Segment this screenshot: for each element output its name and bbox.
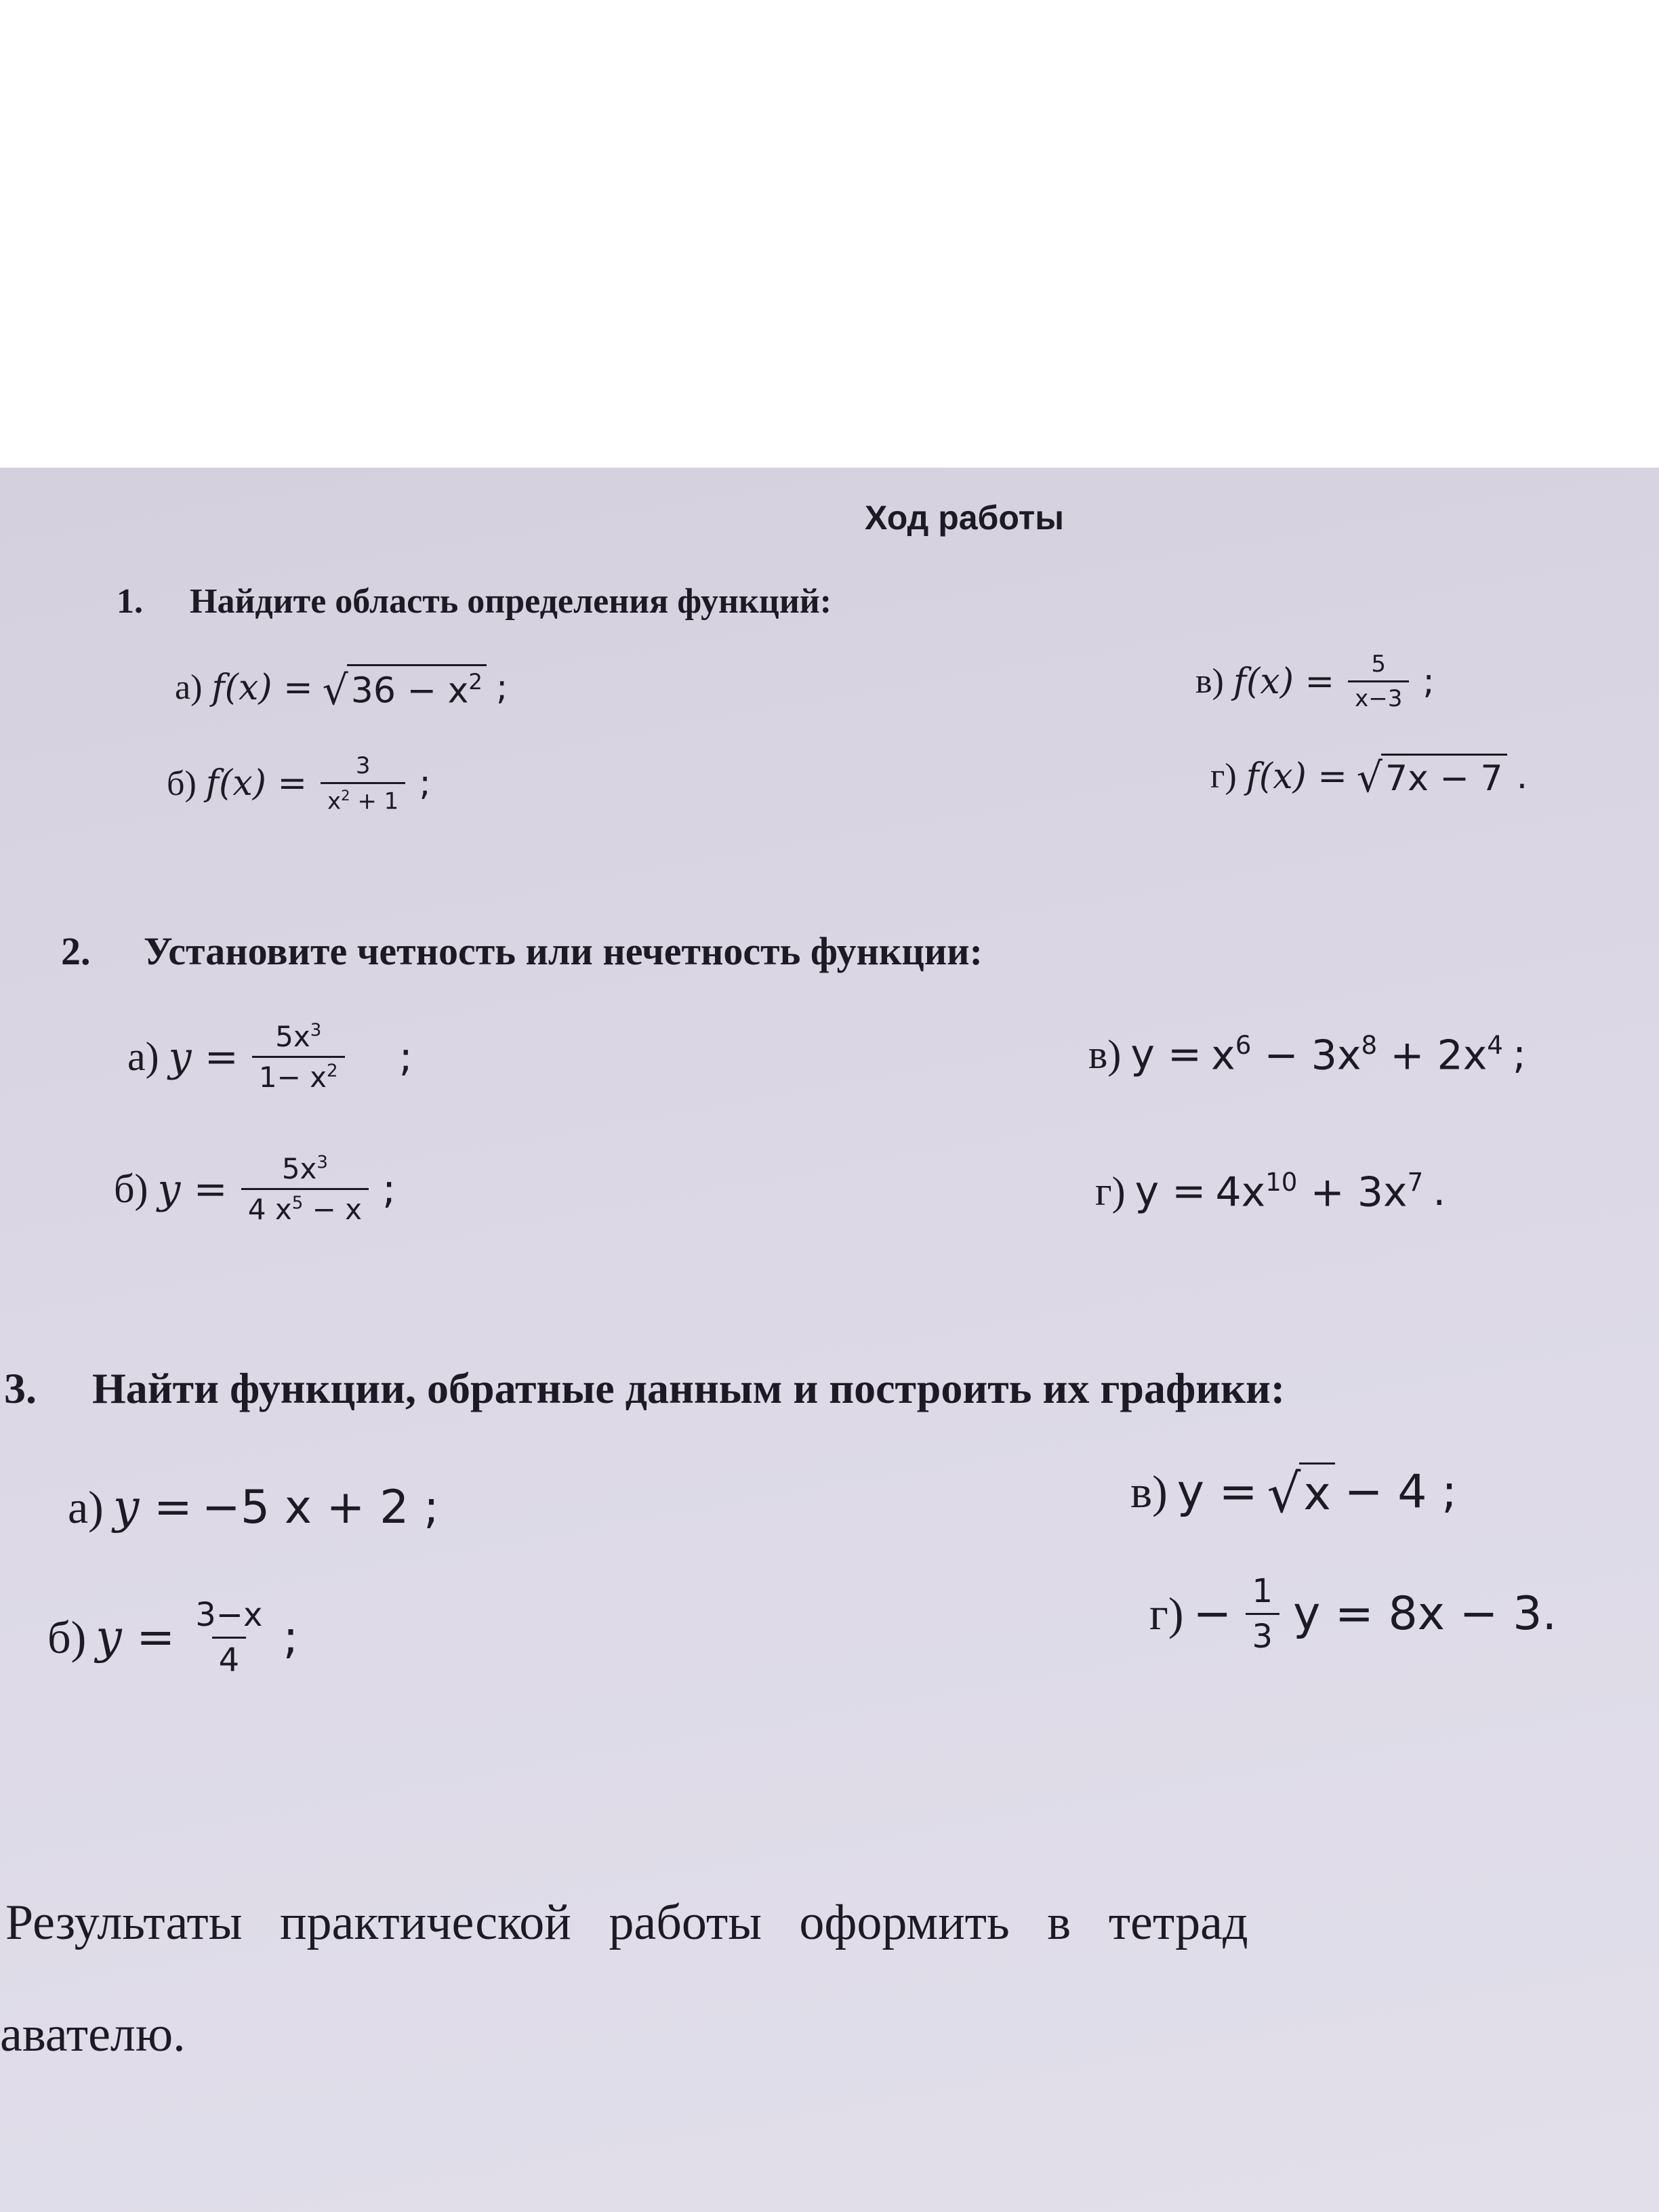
footer-line-2: авателю. — [0, 2007, 186, 2062]
task2-a-fraction — [252, 1020, 345, 1094]
task2-g-rhs — [1215, 1167, 1423, 1216]
task1-v-tail: ; — [1422, 661, 1435, 702]
task2-g-exp2: 7 — [1407, 1167, 1424, 1197]
task3-b-equation — [47, 1596, 298, 1679]
task2-b-den-tail: − x — [312, 1193, 363, 1226]
task3-a-label: а) — [68, 1481, 104, 1533]
task1-v-denominator: x−3 — [1348, 680, 1409, 712]
task1-v-numerator: 5 — [1371, 651, 1387, 678]
sqrt-icon: √ — [1267, 1462, 1301, 1525]
task2-v-exp2: 8 — [1361, 1030, 1378, 1060]
sqrt-icon: √ — [1356, 754, 1383, 802]
task1-g-lhs: f(x) = — [1246, 756, 1347, 797]
task2-v-exp1: 6 — [1235, 1030, 1252, 1060]
task1-b-tail: ; — [419, 763, 431, 804]
task2-v-label: в) — [1088, 1031, 1122, 1077]
task3-a-lhs: y = — [112, 1481, 192, 1534]
task2-b-equation — [114, 1152, 396, 1226]
task2-v-term3: + 2x — [1377, 1031, 1488, 1080]
task2-a-equation — [127, 1020, 413, 1094]
task1-b-lhs: f(x) = — [205, 763, 308, 804]
task2-b-num-exp: 3 — [316, 1152, 328, 1173]
task3-b-lhs: y = — [96, 1611, 176, 1664]
task2-v-rhs — [1211, 1030, 1503, 1079]
task2-b-lhs: y = — [157, 1165, 228, 1213]
task3-v-radicand: x — [1299, 1462, 1334, 1521]
task1-g-equation — [1210, 754, 1528, 802]
task2-number: 2. — [61, 929, 91, 973]
task1-g-tail: . — [1516, 756, 1528, 797]
task1-text: Найдите область определения функций: — [190, 582, 832, 621]
task3-v-lhs: y = — [1176, 1465, 1258, 1519]
task2-b-denominator: 4 x — [247, 1193, 292, 1226]
task2-g-lhs: y = — [1134, 1168, 1206, 1216]
task3-g-minus: − — [1193, 1587, 1232, 1641]
task1-b-numerator: 3 — [355, 752, 371, 779]
task3-g-fraction — [1246, 1572, 1280, 1656]
task3-g-label: г) — [1149, 1588, 1184, 1639]
task2-a-num-exp: 3 — [310, 1020, 322, 1041]
task1-g-sqrt — [1356, 754, 1507, 802]
task2-text: Установите четность или нечетность функции: — [144, 929, 983, 973]
task3-v-label: в) — [1130, 1465, 1168, 1517]
task3-a-rhs: −5 x + 2 ; — [201, 1481, 439, 1534]
task3-v-rhs-tail: − 4 ; — [1344, 1465, 1458, 1519]
task1-b-den-tail: + 1 — [357, 787, 399, 815]
task1-b-denominator: x — [327, 787, 342, 815]
task1-number: 1. — [117, 582, 143, 621]
task1-a-exp: 2 — [468, 669, 483, 695]
task2-a-label: а) — [127, 1034, 159, 1079]
task2-v-equation — [1088, 1030, 1526, 1079]
task2-a-denominator: 1− x — [258, 1061, 327, 1094]
task3-b-fraction — [188, 1596, 269, 1679]
page-title: Ход работы — [865, 499, 1064, 537]
task2-b-tail: ; — [382, 1165, 396, 1213]
task3-a-equation — [68, 1481, 439, 1534]
task2-g-label: г) — [1095, 1168, 1126, 1214]
task3-number: 3. — [4, 1364, 37, 1412]
task3-b-denominator: 4 — [212, 1637, 247, 1679]
task2-a-lhs: y = — [168, 1033, 239, 1081]
task2-b-label: б) — [114, 1166, 148, 1211]
task2-v-term2: − 3x — [1251, 1031, 1361, 1080]
task1-b-fraction — [321, 752, 405, 815]
task1-a-lhs: f(x) = — [211, 667, 313, 708]
task2-b-fraction — [241, 1152, 369, 1226]
task3-text: Найти функции, обратные данным и построить их графики: — [92, 1364, 1286, 1412]
task2-a-numerator: 5x — [275, 1020, 310, 1053]
task1-v-label: в) — [1195, 662, 1224, 701]
task1-a-label: а) — [175, 668, 203, 708]
task1-g-label: г) — [1210, 757, 1237, 796]
task2-g-tail: . — [1433, 1168, 1446, 1216]
task2-v-lhs: y = — [1130, 1031, 1202, 1079]
task3-g-rhs: y = 8x − 3. — [1293, 1587, 1557, 1641]
task1-v-lhs: f(x) = — [1233, 661, 1335, 702]
task1-v-equation — [1195, 651, 1435, 712]
task1-b-den-exp: 2 — [341, 787, 350, 804]
task2-v-exp3: 4 — [1487, 1030, 1503, 1060]
task3-v-equation — [1130, 1462, 1458, 1525]
task1-a-tail: ; — [495, 667, 508, 708]
task1-a-equation — [175, 664, 508, 714]
task1-v-fraction — [1348, 651, 1409, 712]
task2-a-den-exp: 2 — [327, 1061, 338, 1082]
task2-g-equation — [1095, 1167, 1446, 1216]
task2-v-term1: x — [1211, 1031, 1235, 1080]
task2-b-den-exp: 5 — [291, 1193, 304, 1214]
sqrt-icon: √ — [322, 666, 348, 714]
task3-v-sqrt — [1267, 1462, 1335, 1525]
task2-v-tail: ; — [1512, 1031, 1527, 1079]
task1-a-radicand: 36 − x — [350, 670, 469, 712]
task2-g-term2: + 3x — [1297, 1168, 1408, 1216]
footer-line-1: Результаты практической работы оформить в тетрад — [5, 1895, 1248, 1950]
task3-g-equation — [1149, 1572, 1557, 1656]
task3-g-denominator: 3 — [1246, 1613, 1280, 1656]
task2-a-tail: ; — [398, 1033, 413, 1081]
task2-g-term1: 4x — [1215, 1168, 1266, 1216]
task3-b-tail: ; — [283, 1611, 299, 1664]
task2-b-numerator: 5x — [281, 1152, 317, 1185]
task3-b-label: б) — [47, 1612, 87, 1663]
task3-b-numerator: 3−x — [195, 1596, 263, 1634]
task1-g-radicand: 7x − 7 — [1381, 754, 1507, 799]
task1-b-label: б) — [167, 764, 197, 803]
task3-g-numerator: 1 — [1252, 1572, 1273, 1610]
task1-a-sqrt — [322, 664, 487, 714]
task1-b-equation — [167, 752, 431, 815]
task2-g-exp1: 10 — [1265, 1167, 1298, 1197]
